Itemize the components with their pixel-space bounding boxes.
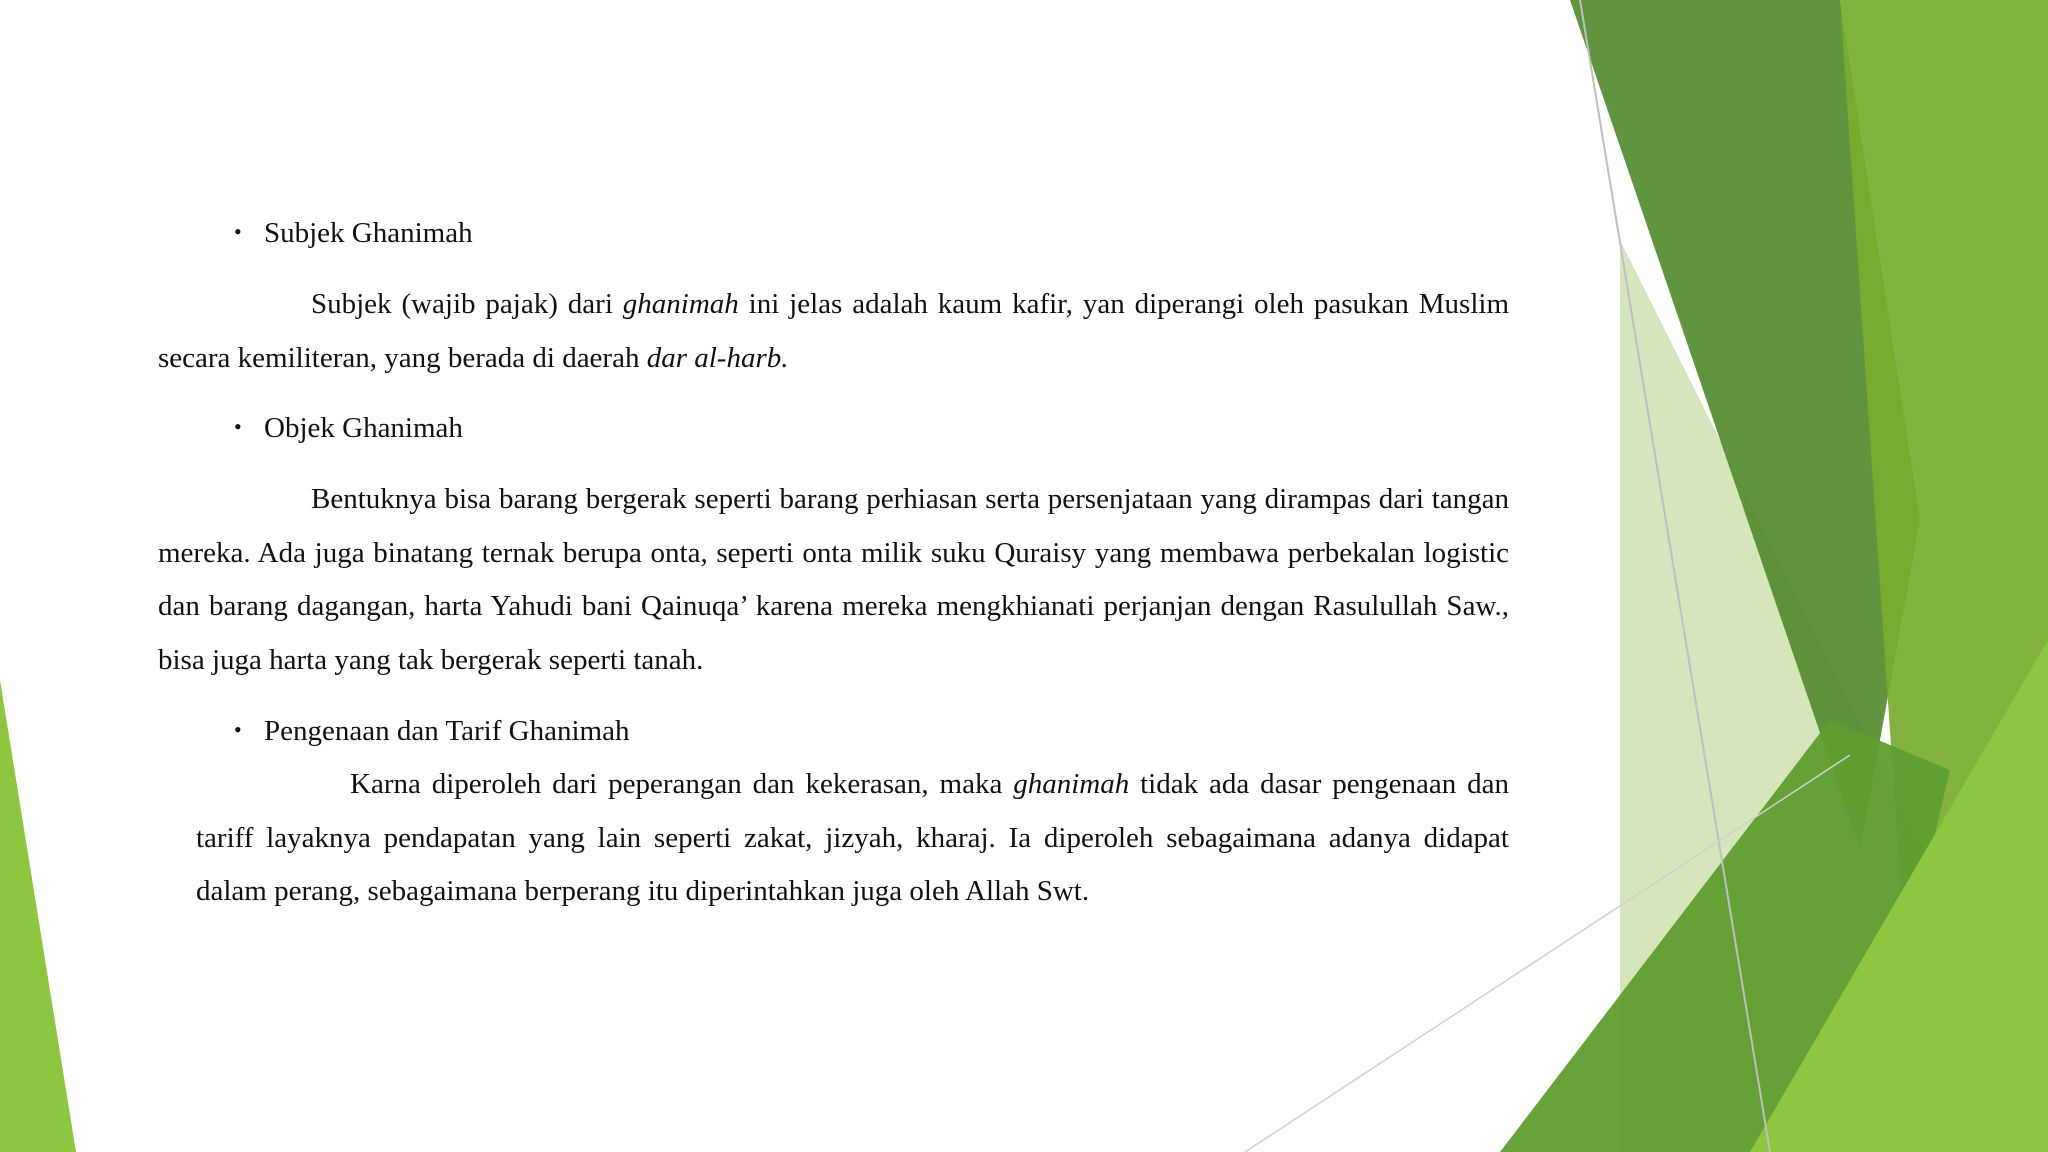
paragraph-objek: Bentuknya bisa barang bergerak seperti barang perhiasan serta persenjataan yang dirampas dari tangan mereka. Ada juga binatang ternak berupa onta, seperti onta milik suku Quraisy yang membawa perbekalan logistic dan barang dagangan, harta Yahudi bani Qainuqa’ karena mereka mengkhianati perjanjan dengan Rasulullah Saw., bisa juga harta yang tak bergerak seperti tanah. (158, 483, 1509, 676)
heading-pengenaan: Pengenaan dan Tarif Ghanimah (264, 715, 630, 747)
heading-objek: Objek Ghanimah (264, 412, 463, 444)
bullet-subjek-ghanimah (234, 213, 473, 253)
bullet-objek-ghanimah (234, 408, 463, 448)
bullet-dot: • (234, 717, 242, 742)
paragraph-subjek: Subjek (wajib pajak) dari ghanimah ini jelas adalah kaum kafir, yan diperangi oleh pasukan Muslim secara kemiliteran, yang berada di daerah dar al-harb. (158, 288, 1510, 374)
bullet-dot: • (234, 414, 242, 439)
paragraph-pengenaan: Karna diperoleh dari peperangan dan kekerasan, maka ghanimah tidak ada dasar pengenaan dan tariff layaknya pendapatan yang lain seperti zakat, jizyah, kharaj. Ia diperoleh sebagaimana adanya didapat dalam perang, sebagaimana berperang itu diperintahkan juga oleh Allah Swt. (196, 768, 1509, 907)
bullet-dot: • (234, 219, 242, 244)
bullet-pengenaan-tarif (234, 711, 629, 751)
heading-subjek: Subjek Ghanimah (264, 217, 473, 249)
